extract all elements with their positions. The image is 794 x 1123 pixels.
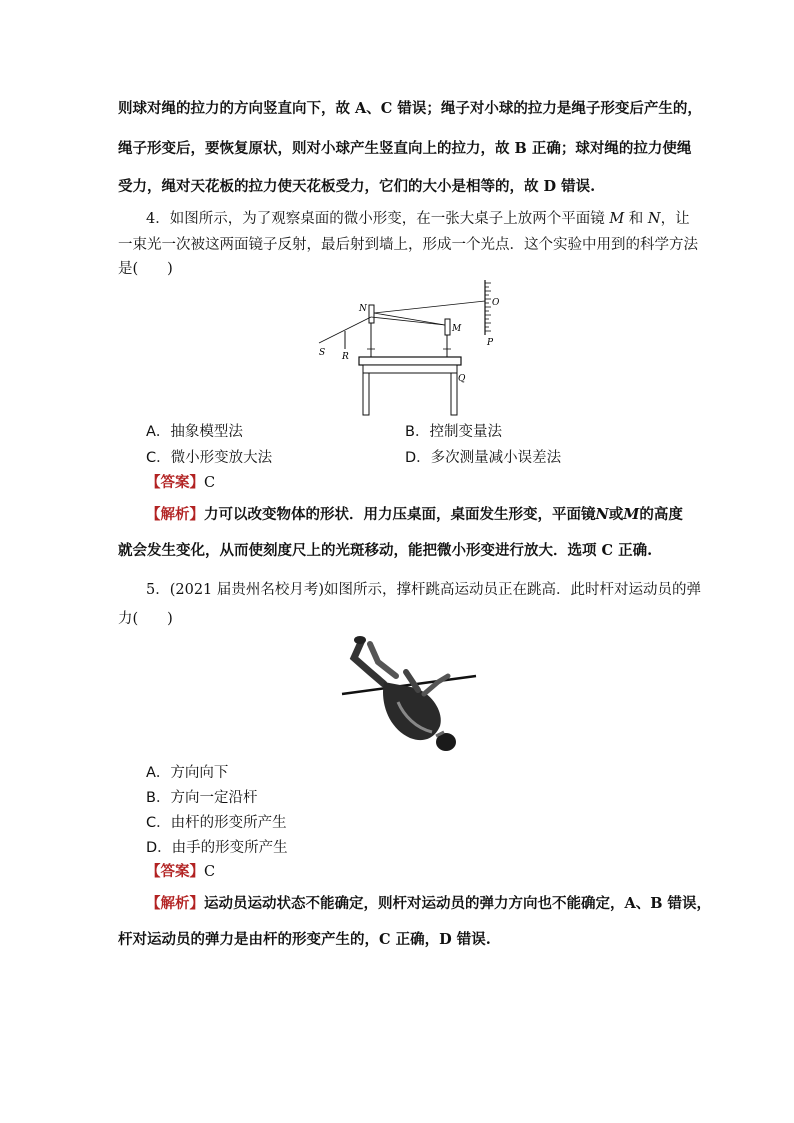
question-4-stem: 4．如图所示，为了观察桌面的微小形变，在一张大桌子上放两个平面镜 M 和 N，让 <box>146 211 690 227</box>
question-5-stem: 力( ) <box>118 611 173 627</box>
option-d: D．由手的形变所产生 <box>146 840 288 856</box>
analysis-line: 就会发生变化，从而使刻度尺上的光斑移动，能把微小形变进行放大．选项 C 正确. <box>118 542 653 559</box>
option-c: C．微小形变放大法 <box>146 450 273 466</box>
question-4-stem: 一束光一次被这两面镜子反射，最后射到墙上，形成一个光点．这个实验中用到的科学方法 <box>118 237 698 253</box>
mirror-table-figure <box>315 275 505 420</box>
analysis-line: 【解析】力可以改变物体的形状．用力压桌面，桌面发生形变，平面镜N或M的高度 <box>146 506 683 523</box>
label-N: N <box>359 304 367 314</box>
question-4-stem: 是( ) <box>118 261 173 277</box>
option-b: B．方向一定沿杆 <box>146 790 258 806</box>
option-a: A．抽象模型法 <box>146 424 243 440</box>
option-c: C．由杆的形变所产生 <box>146 815 287 831</box>
label-Q: Q <box>458 374 466 384</box>
text-line: 绳子形变后，要恢复原状，则对小球产生竖直向上的拉力，故 B 正确；球对绳的拉力使绳 <box>118 140 692 157</box>
text-line: 受力，绳对天花板的拉力使天花板受力，它们的大小是相等的，故 D 错误. <box>118 178 596 195</box>
analysis-line: 杆对运动员的弹力是由杆的形变产生的，C 正确，D 错误. <box>118 931 491 948</box>
label-P: P <box>487 338 494 348</box>
option-b: B．控制变量法 <box>405 424 502 440</box>
label-R: R <box>342 352 349 362</box>
answer-line: 【答案】C <box>146 863 216 880</box>
label-S: S <box>319 348 326 358</box>
answer-line: 【答案】C <box>146 474 216 491</box>
analysis-line: 【解析】运动员运动状态不能确定，则杆对运动员的弹力方向也不能确定，A、B 错误， <box>146 895 712 912</box>
option-d: D．多次测量减小误差法 <box>405 450 562 466</box>
text-line: 则球对绳的拉力的方向竖直向下，故 A、C 错误；绳子对小球的拉力是绳子形变后产生的， <box>118 100 702 117</box>
label-O: O <box>492 298 500 308</box>
question-5-stem: 5．(2021 届贵州名校月考)如图所示，撑杆跳高运动员正在跳高．此时杆对运动员的弹 <box>146 582 702 598</box>
label-M: M <box>452 324 462 334</box>
option-a: A．方向向下 <box>146 765 229 781</box>
pole-vaulter-image <box>340 632 480 760</box>
